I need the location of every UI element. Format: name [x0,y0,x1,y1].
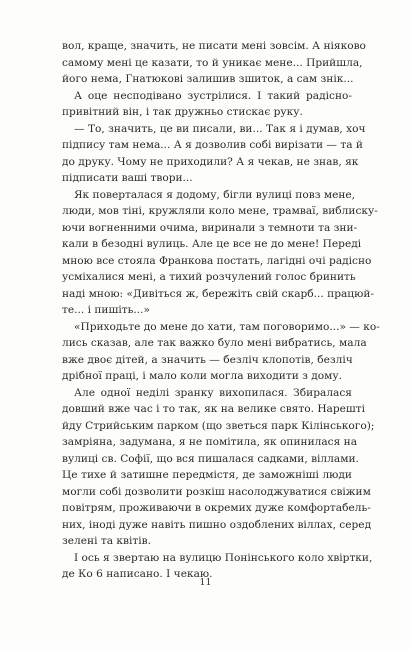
text-line: зелені та квітів. [62,535,151,547]
text-line: довший вже час і то так, як на велике свято. Нарешті [62,403,366,415]
text-line: привітний він, і так дружньо стискає руку. [62,106,303,118]
text-line: — То, значить, це ви писали, ви... Так я і думав, хоч [74,122,366,135]
text-line: підпису там нема... А я дозволив собі вирізати — та й [62,139,363,151]
text-line: кали в безодні вулиць. Але це все не до мене! Переді [62,238,362,250]
page-number: 11 [199,577,212,588]
text-line: І ось я звертаю на вулицю Понінського коло хвіртки, [74,551,373,564]
paragraph [62,121,366,187]
text-line: наді мною: «Дивіться ж, бережіть свій скарб... працюй- [62,287,374,300]
text-line: могли собі дозволити розкіш насолоджуватися свіжим [62,485,371,498]
text-line: йду Стрийським парком (що зветься парк Кілінського); [62,419,375,432]
paragraph [62,319,380,385]
text-line: підписати ваші твори... [62,172,193,184]
paragraph [62,385,375,550]
text-line: Це тихе й затишне передмістя, де заможніші люди [62,469,352,481]
text-line: ючи вогненними очима, виринали з темноти та зни- [62,221,358,234]
text-line: Як поверталася я додому, бігли вулиці повз мене, [74,188,356,201]
text-line: мною все стояла Франкова постать, лагідні очі радісно [62,254,372,267]
text-line: вулиці св. Софії, що вся пишалася садками, віллами. [62,452,359,465]
text-line: замріяна, задумана, я не помітила, як опинилася на [62,436,358,448]
paragraph [62,187,378,319]
text-line: «Приходьте до мене до хати, там поговоримо...» — ко- [74,320,380,333]
text-line: усміхалися мені, а тихий розчулений голос бринить [62,271,356,283]
text-line: вже двоє дітей, а значить — безліч клопотів, безліч [62,353,353,366]
text-line: Але одної неділі зранку вихопилася. Збиралася [74,386,352,399]
page-body-text [62,38,380,583]
text-line: вол, краще, значить, не писати мені зовсім. А ніяково [62,40,366,52]
text-line: повітрям, проживаючи в окремих дуже комфортабель- [62,502,371,514]
text-line: люди, мов тіні, кружляли коло мене, трамваї, виблиску- [62,205,378,217]
text-line: А оце несподівано зустрілися. І такий радісно- [74,89,352,102]
text-line: самому мені це казати, то й уникає мене... Прийшла, [62,56,363,69]
text-line: його нема, Гнатюкові залишив зшиток, а сам знік... [62,73,354,85]
text-line: них, іноді дуже навіть пишно оздоблених віллах, серед [62,518,372,531]
text-line: лись сказав, але так важко було мені вибратись, мала [62,337,367,349]
paragraph [62,38,366,88]
text-line: дрібної праці, і мало коли могла виходити з дому. [62,370,343,382]
paragraph [62,88,352,121]
text-line: до друку. Чому не приходили? А я чекав, не знав, як [62,155,359,168]
text-line: те... і пишіть...» [62,304,150,316]
text-line: де Ко 6 написано. І чекаю. [62,568,213,580]
